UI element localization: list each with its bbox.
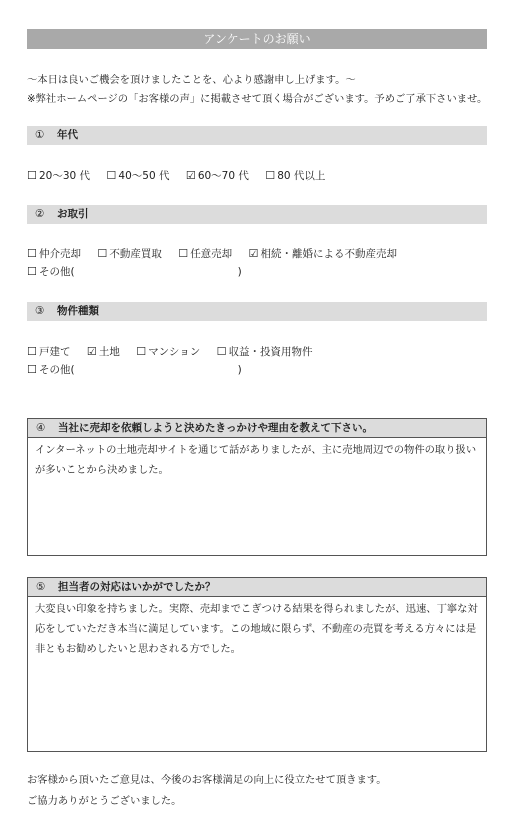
transaction-other-row [27,263,242,281]
section-number: ① [35,129,45,141]
other-label: その他( [39,364,75,376]
checkbox-icon[interactable]: ☐ [265,169,276,182]
checkbox-icon[interactable]: ☐ [136,345,147,358]
footer-text [27,770,387,812]
intro-line: 〜本日は良いご機会を頂けましたことを、心より感謝申し上げます。〜 [27,74,356,86]
other-close: ) [237,266,242,278]
option-label: 土地 [98,346,120,358]
option-label: 収益・投資用物件 [228,346,313,358]
transaction-options [27,245,410,263]
checkbox-icon[interactable]: ☐ [106,169,117,182]
other-label: その他( [39,266,75,278]
section-label: お取引 [57,208,89,220]
option-label: 60〜70 代 [197,170,249,182]
section-transaction-header [27,205,487,224]
section-staff-header [27,577,487,596]
transaction-option-brokerage[interactable] [27,245,81,263]
survey-title: アンケートのお願い [27,29,487,49]
section-reason-header [27,418,487,437]
checked-checkbox-icon[interactable]: ☑ [86,345,97,358]
property-option-mansion[interactable] [136,343,200,361]
property-options [27,343,326,361]
checkbox-icon[interactable]: ☐ [27,345,37,358]
section-label: 年代 [57,129,78,141]
property-option-house[interactable] [27,343,71,361]
option-label: 40〜50 代 [118,170,170,182]
answer-line: 大変良い印象を持ちました。実際、売却までこぎつける結果を得られましたが、迅速、丁寧な対 [35,603,478,615]
option-label: 20〜30 代 [39,170,91,182]
checkbox-icon[interactable]: ☐ [216,345,227,358]
option-label: 戸建て [39,346,71,358]
other-close: ) [237,364,242,376]
transaction-option-voluntary[interactable] [178,245,232,263]
section-number: ④ [36,422,46,434]
option-label: 不動産買取 [109,248,162,260]
checkbox-icon[interactable]: ☐ [27,363,37,376]
section-label: 担当者の対応はいかがでしたか？ [58,581,216,593]
age-options [27,167,338,185]
checkbox-icon[interactable]: ☐ [97,247,108,260]
answer-line: 非ともお勧めしたいと思わされる方でした。 [35,643,241,655]
section-label: 当社に売却を依頼しようと決めたきっかけや理由を教えて下さい。 [58,422,373,434]
property-option-investment[interactable] [217,343,313,361]
checkbox-icon[interactable]: ☐ [27,169,37,182]
transaction-option-inheritance[interactable] [249,245,398,263]
section-property-header [27,302,487,321]
checked-checkbox-icon[interactable]: ☑ [185,169,196,182]
checkbox-icon[interactable]: ☐ [27,247,37,260]
option-label: 任意売却 [190,248,233,260]
checkbox-icon[interactable]: ☐ [27,265,37,278]
answer-line: 応をしていただき本当に満足しています。この地域に限らず、不動産の売買を考える方々には是 [35,623,477,635]
option-label: 相続・離婚による不動産売却 [260,248,398,260]
section-age-header [27,126,487,145]
reason-answer-box[interactable] [27,437,487,556]
option-label: 80 代以上 [277,170,326,182]
section-number: ③ [35,305,45,317]
footer-line: お客様から頂いたご意見は、今後のお客様満足の向上に役立たせて頂きます。 [27,774,387,786]
section-number: ⑤ [36,581,46,593]
staff-answer-box[interactable] [27,596,487,752]
age-option-40-50[interactable] [106,167,169,185]
option-label: マンション [148,346,201,358]
transaction-option-purchase[interactable] [97,245,162,263]
age-option-80-plus[interactable] [265,167,325,185]
property-option-land[interactable] [87,343,120,361]
property-other-row [27,361,242,379]
checked-checkbox-icon[interactable]: ☑ [248,247,259,260]
option-label: 仲介売却 [39,248,81,260]
age-option-20-30[interactable] [27,167,90,185]
intro-line: ※弊社ホームページの「お客様の声」に掲載させて頂く場合がございます。予めご了承下さいませ。 [27,93,488,105]
section-number: ② [35,208,45,220]
age-option-60-70[interactable] [186,167,249,185]
footer-line: ご協力ありがとうございました。 [27,795,182,807]
intro-text [27,71,497,109]
answer-line: インターネットの土地売却サイトを通じて話がありましたが、主に売地周辺での物件の取り扱い [35,444,477,456]
checkbox-icon[interactable]: ☐ [178,247,189,260]
answer-line: が多いことから決めました。 [35,464,169,476]
section-label: 物件種類 [57,305,99,317]
